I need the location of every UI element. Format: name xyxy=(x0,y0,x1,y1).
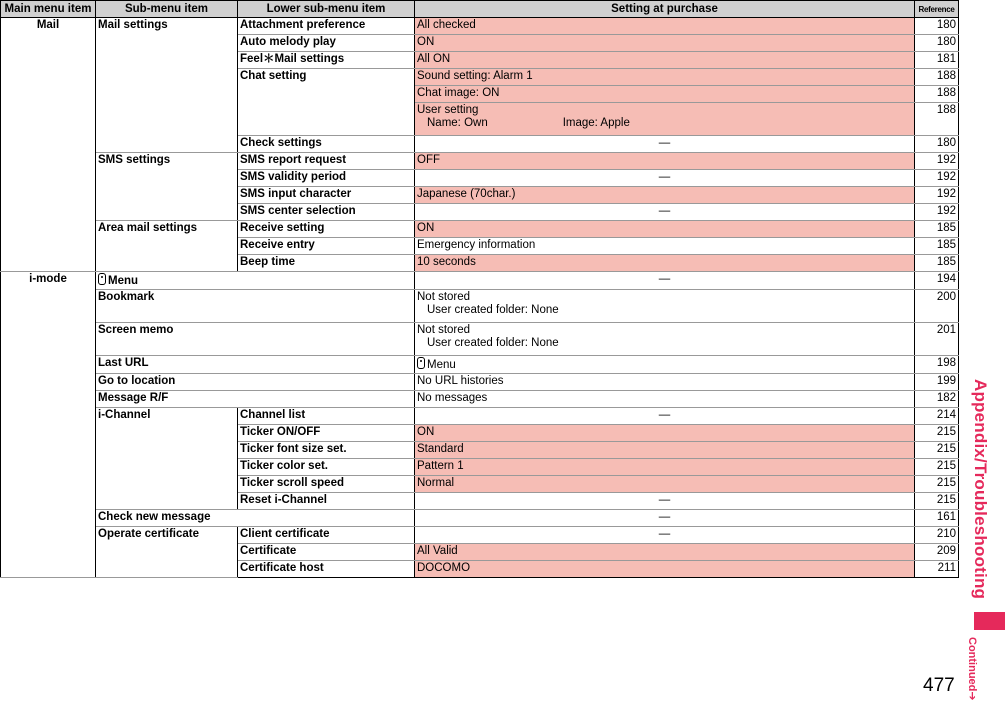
lower-item: SMS validity period xyxy=(238,170,415,187)
table-row xyxy=(1,153,959,170)
sub-item-screen-memo: Screen memo xyxy=(96,323,415,356)
header-setting-at-purchase: Setting at purchase xyxy=(415,1,915,18)
lower-item: Check settings xyxy=(238,136,415,153)
reference-page: 215 xyxy=(915,476,959,493)
reference-page: 215 xyxy=(915,459,959,476)
setting-value: — xyxy=(415,272,915,290)
lower-item: Certificate xyxy=(238,544,415,561)
sub-item-menu xyxy=(96,272,415,290)
lower-item: SMS report request xyxy=(238,153,415,170)
header-sub-menu-item: Sub-menu item xyxy=(96,1,238,18)
setting-value: All ON xyxy=(415,52,915,69)
reference-page: 188 xyxy=(915,69,959,86)
reference-page: 215 xyxy=(915,442,959,459)
setting-menu-label: Menu xyxy=(427,359,456,371)
setting-value: ON xyxy=(415,221,915,238)
reference-page: 180 xyxy=(915,18,959,35)
lower-item: Attachment preference xyxy=(238,18,415,35)
reference-page: 185 xyxy=(915,255,959,272)
sub-item-check-new-message: Check new message xyxy=(96,510,415,527)
lower-item: Ticker scroll speed xyxy=(238,476,415,493)
setting-subline: User created folder: None xyxy=(427,337,559,349)
lower-item: Ticker font size set. xyxy=(238,442,415,459)
setting-value: Japanese (70char.) xyxy=(415,187,915,204)
table-row xyxy=(1,290,959,323)
setting-value: Normal xyxy=(415,476,915,493)
main-item-mail: Mail xyxy=(1,18,96,272)
lower-item: Chat setting xyxy=(238,69,415,136)
reference-page: 211 xyxy=(915,561,959,578)
reference-page: 185 xyxy=(915,221,959,238)
continued-text: Continued xyxy=(966,637,978,692)
lower-item: Auto melody play xyxy=(238,35,415,52)
reference-page: 200 xyxy=(915,290,959,323)
setting-value: Chat image: ON xyxy=(415,86,915,103)
setting-name: Name: Own xyxy=(427,117,488,129)
reference-page: 180 xyxy=(915,35,959,52)
sub-item-sms-settings: SMS settings xyxy=(96,153,238,221)
setting-value: No messages xyxy=(415,391,915,408)
lower-item: Receive setting xyxy=(238,221,415,238)
reference-page: 199 xyxy=(915,374,959,391)
sub-item-operate-certificate: Operate certificate xyxy=(96,527,238,578)
setting-value: — xyxy=(415,170,915,187)
setting-value xyxy=(415,290,915,323)
setting-value: — xyxy=(415,136,915,153)
arrow-right-icon: ➔ xyxy=(966,691,978,701)
sub-item-menu-label: Menu xyxy=(108,275,139,287)
sub-item-mail-settings: Mail settings xyxy=(96,18,238,153)
reference-page: 215 xyxy=(915,425,959,442)
reference-page: 185 xyxy=(915,238,959,255)
continued-label xyxy=(966,637,979,701)
header-reference: Reference xyxy=(915,1,959,18)
reference-page: 201 xyxy=(915,323,959,356)
lower-item: SMS input character xyxy=(238,187,415,204)
reference-page: 192 xyxy=(915,204,959,221)
setting-value: OFF xyxy=(415,153,915,170)
lower-item: Reset i-Channel xyxy=(238,493,415,510)
reference-page: 194 xyxy=(915,272,959,290)
setting-value xyxy=(415,103,915,136)
imode-icon xyxy=(98,273,106,285)
setting-line: User setting xyxy=(417,104,479,116)
reference-page: 180 xyxy=(915,136,959,153)
table-row xyxy=(1,408,959,425)
setting-value xyxy=(415,356,915,374)
lower-item: SMS center selection xyxy=(238,204,415,221)
setting-subline xyxy=(417,117,912,130)
setting-value xyxy=(415,323,915,356)
table-row xyxy=(1,18,959,35)
side-tab xyxy=(958,0,1005,701)
lower-item: Ticker ON/OFF xyxy=(238,425,415,442)
header-main-menu-item: Main menu item xyxy=(1,1,96,18)
lower-item: Feel＊Mail settings xyxy=(238,52,415,69)
lower-item: Receive entry xyxy=(238,238,415,255)
sub-item-bookmark: Bookmark xyxy=(96,290,415,323)
table-row xyxy=(1,374,959,391)
lower-item: Client certificate xyxy=(238,527,415,544)
reference-page: 214 xyxy=(915,408,959,425)
setting-value: 10 seconds xyxy=(415,255,915,272)
setting-value: — xyxy=(415,510,915,527)
lower-item: Channel list xyxy=(238,408,415,425)
table-row xyxy=(1,356,959,374)
section-marker-bar xyxy=(974,612,1005,630)
reference-page: 182 xyxy=(915,391,959,408)
reference-page: 188 xyxy=(915,86,959,103)
sub-item-go-to-location: Go to location xyxy=(96,374,415,391)
reference-page: 210 xyxy=(915,527,959,544)
page-number: 477 xyxy=(923,675,955,696)
setting-image: Image: Apple xyxy=(562,117,630,129)
lower-item: Certificate host xyxy=(238,561,415,578)
setting-value: — xyxy=(415,527,915,544)
lower-item: Ticker color set. xyxy=(238,459,415,476)
sub-item-message-rf: Message R/F xyxy=(96,391,415,408)
table-row xyxy=(1,323,959,356)
table-row xyxy=(1,391,959,408)
setting-value: All Valid xyxy=(415,544,915,561)
table-row xyxy=(1,221,959,238)
sub-item-ichannel: i-Channel xyxy=(96,408,238,510)
reference-page: 192 xyxy=(915,187,959,204)
setting-value: No URL histories xyxy=(415,374,915,391)
setting-subline: User created folder: None xyxy=(427,304,559,316)
reference-page: 198 xyxy=(915,356,959,374)
setting-value: ON xyxy=(415,425,915,442)
sub-item-area-mail-settings: Area mail settings xyxy=(96,221,238,272)
setting-line: Not stored xyxy=(417,324,471,336)
lower-item: Beep time xyxy=(238,255,415,272)
reference-page: 161 xyxy=(915,510,959,527)
setting-value: All checked xyxy=(415,18,915,35)
table-row xyxy=(1,272,959,290)
setting-value: Pattern 1 xyxy=(415,459,915,476)
setting-value: — xyxy=(415,204,915,221)
section-title: Appendix/Troubleshooting xyxy=(971,379,990,600)
setting-value: Standard xyxy=(415,442,915,459)
setting-value: — xyxy=(415,408,915,425)
reference-page: 192 xyxy=(915,153,959,170)
setting-value: ON xyxy=(415,35,915,52)
reference-page: 188 xyxy=(915,103,959,136)
setting-value: Sound setting: Alarm 1 xyxy=(415,69,915,86)
table-header-row xyxy=(1,1,959,18)
reference-page: 181 xyxy=(915,52,959,69)
reference-page: 215 xyxy=(915,493,959,510)
setting-value: Emergency information xyxy=(415,238,915,255)
setting-value: DOCOMO xyxy=(415,561,915,578)
setting-value: — xyxy=(415,493,915,510)
sub-item-last-url: Last URL xyxy=(96,356,415,374)
table-row xyxy=(1,510,959,527)
table-row xyxy=(1,527,959,544)
main-item-imode: i-mode xyxy=(1,272,96,578)
reference-page: 209 xyxy=(915,544,959,561)
header-lower-sub-menu-item: Lower sub-menu item xyxy=(238,1,415,18)
imode-icon xyxy=(417,357,425,369)
setting-line: Not stored xyxy=(417,291,471,303)
reference-page: 192 xyxy=(915,170,959,187)
